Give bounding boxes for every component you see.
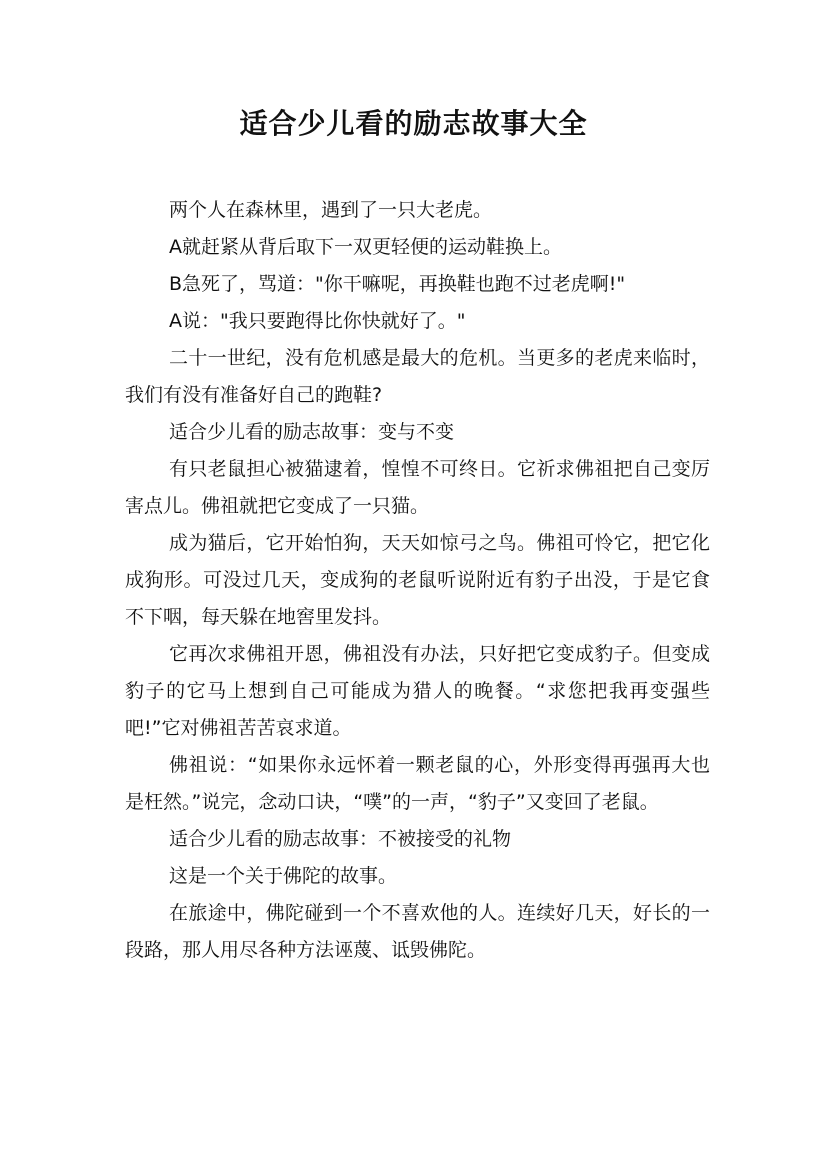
paragraph: 佛祖说：“如果你永远怀着一颗老鼠的心，外形变得再强再大也是枉然。”说完，念动口诀，“噗”的一声，“豹子”又变回了老鼠。	[125, 754, 710, 813]
paragraph: B急死了，骂道："你干嘛呢，再换鞋也跑不过老虎啊!"	[169, 273, 626, 295]
paragraph: 这是一个关于佛陀的故事。	[169, 865, 398, 887]
paragraph: 成为猫后，它开始怕狗，天天如惊弓之鸟。佛祖可怜它，把它化成狗形。可没过几天，变成狗的老鼠听说附近有豹子出没，于是它食不下咽，每天躲在地窖里发抖。	[125, 532, 710, 628]
section-heading: 适合少儿看的励志故事：不被接受的礼物	[169, 828, 512, 850]
paragraph: 在旅途中，佛陀碰到一个不喜欢他的人。连续好几天，好长的一段路，那人用尽各种方法诬蔑、诋毁佛陀。	[125, 902, 710, 961]
paragraph: 两个人在森林里，遇到了一只大老虎。	[169, 199, 493, 221]
paragraph: 二十一世纪，没有危机感是最大的危机。当更多的老虎来临时，我们有没有准备好自己的跑鞋?	[125, 347, 710, 406]
paragraph: 有只老鼠担心被猫逮着，惶惶不可终日。它祈求佛祖把自己变厉害点儿。佛祖就把它变成了一只猫。	[125, 458, 710, 517]
paragraph: A说："我只要跑得比你快就好了。"	[169, 310, 466, 332]
paragraph: 它再次求佛祖开恩，佛祖没有办法，只好把它变成豹子。但变成豹子的它马上想到自己可能成为猎人的晚餐。“求您把我再变强些吧!”它对佛祖苦苦哀求道。	[125, 643, 710, 739]
section-heading: 适合少儿看的励志故事：变与不变	[169, 421, 455, 443]
document-title: 适合少儿看的励志故事大全	[239, 107, 588, 140]
document-body	[125, 192, 710, 969]
paragraph: A就赶紧从背后取下一双更轻便的运动鞋换上。	[169, 236, 562, 258]
